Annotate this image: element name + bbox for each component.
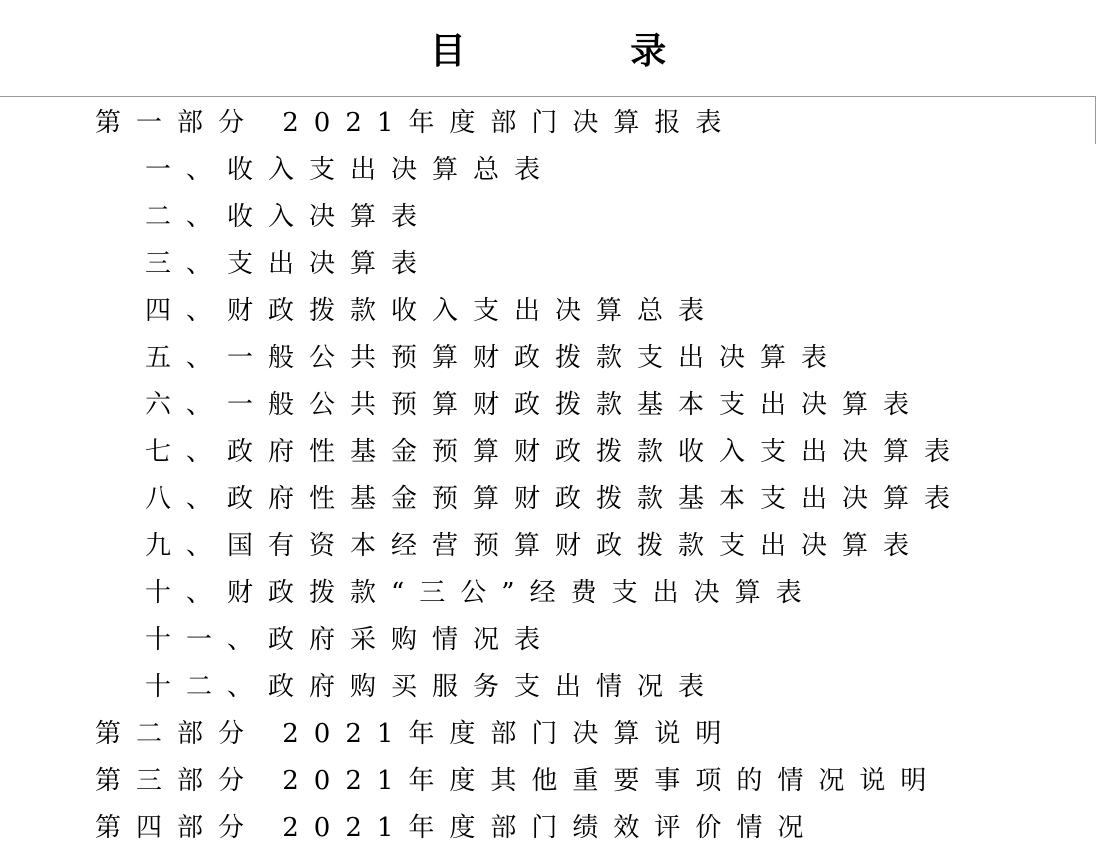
toc-item-6[interactable]: 六、一般公共预算财政拨款基本支出决算表: [145, 390, 925, 420]
toc-item-12[interactable]: 十二、政府购买服务支出情况表: [145, 672, 720, 702]
toc-item-1[interactable]: 一、收入支出决算总表: [145, 155, 556, 185]
toc-item-3[interactable]: 三、支出决算表: [145, 249, 433, 279]
toc-item-9[interactable]: 九、国有资本经营预算财政拨款支出决算表: [145, 531, 925, 561]
toc-item-2[interactable]: 二、收入决算表: [145, 202, 433, 232]
toc-item-4[interactable]: 四、财政拨款收入支出决算总表: [145, 296, 720, 326]
toc-item-8[interactable]: 八、政府性基金预算财政拨款基本支出决算表: [145, 484, 966, 514]
toc-part-4[interactable]: 第四部分 2021年度部门绩效评价情况: [95, 813, 819, 843]
toc-part-1[interactable]: 第一部分 2021年度部门决算报表: [95, 108, 737, 138]
toc-part-2[interactable]: 第二部分 2021年度部门决算说明: [95, 719, 737, 749]
title-area: [0, 0, 1096, 97]
toc-item-10[interactable]: 十、财政拨款“三公”经费支出决算表: [145, 578, 817, 608]
toc-item-7[interactable]: 七、政府性基金预算财政拨款收入支出决算表: [145, 437, 966, 467]
toc-part-3[interactable]: 第三部分 2021年度其他重要事项的情况说明: [95, 766, 942, 796]
table-of-contents: [0, 100, 1096, 852]
toc-item-11[interactable]: 十一、政府采购情况表: [145, 625, 556, 655]
toc-item-5[interactable]: 五、一般公共预算财政拨款支出决算表: [145, 343, 843, 373]
page-title: 目 录: [429, 31, 743, 72]
